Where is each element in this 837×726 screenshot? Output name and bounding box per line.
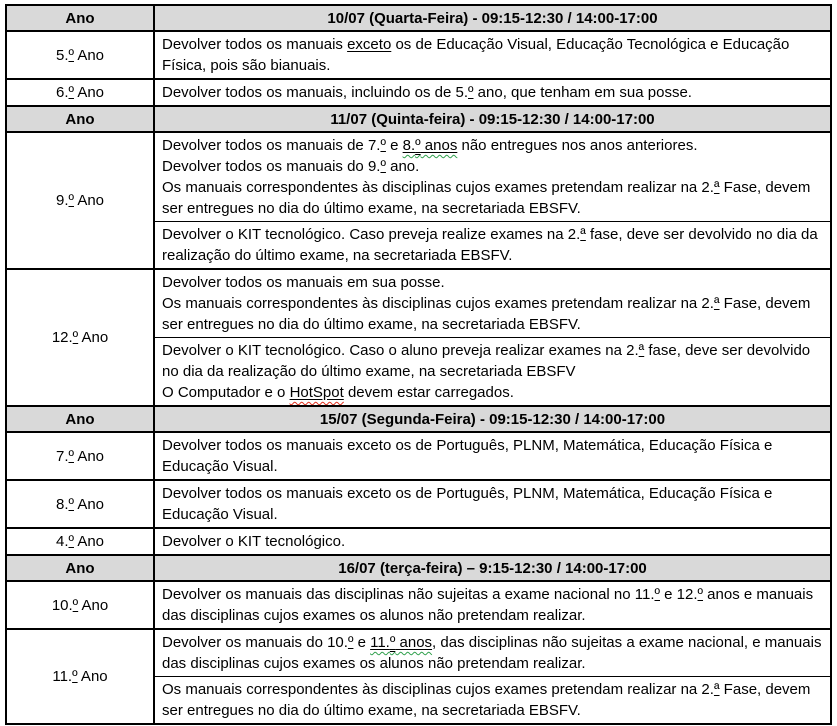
cell-paragraph <box>162 584 823 626</box>
spelling-flagged-text: HotSpot <box>289 384 344 401</box>
grammar-flagged-text: 11.º anos <box>370 634 433 651</box>
year-cell: 6.º Ano <box>6 79 154 106</box>
table-row <box>6 79 831 106</box>
cell-paragraph <box>162 34 823 76</box>
year-cell: 8.º Ano <box>6 480 154 528</box>
text-run: Os manuais correspondentes às disciplinas cujos exames pretendam realizar na 2.ª Fase, devem ser entregues no dia do último exame, na secretariada EBSFV. <box>162 681 811 719</box>
table-row <box>6 269 831 338</box>
text-run: Devolver todos os manuais, incluindo os de 5.º ano, que tenham em sua posse. <box>162 84 692 101</box>
table-row <box>6 581 831 629</box>
table-row <box>6 132 831 222</box>
table-row <box>6 480 831 528</box>
section-header-row <box>6 406 831 432</box>
description-cell <box>154 432 831 480</box>
text-run: Os manuais correspondentes às disciplinas cujos exames pretendam realizar na 2.ª Fase, devem ser entregues no dia do último exame, na secretariada EBSFV. <box>162 179 811 217</box>
cell-paragraph <box>162 435 823 477</box>
description-cell <box>154 528 831 555</box>
cell-paragraph <box>162 224 823 266</box>
cell-paragraph <box>162 177 823 219</box>
description-cell <box>154 269 831 338</box>
table-row <box>6 528 831 555</box>
year-cell: 5.º Ano <box>6 31 154 79</box>
text-run: Devolver o KIT tecnológico. Caso o aluno preveja realizar exames na 2.ª fase, deve ser devolvido no dia da realização do último exame, na secretariada EBSFV <box>162 342 811 380</box>
year-column-header: Ano <box>6 106 154 132</box>
cell-paragraph <box>162 340 823 382</box>
text-run: devem estar carregados. <box>343 384 514 401</box>
cell-paragraph <box>162 483 823 525</box>
cell-paragraph <box>162 293 823 335</box>
underlined-text: exceto <box>347 36 392 53</box>
grammar-flagged-text: 8.º anos <box>402 137 458 154</box>
date-header: 10/07 (Quarta-Feira) - 09:15-12:30 / 14:00-17:00 <box>154 5 831 31</box>
cell-paragraph <box>162 632 823 674</box>
year-cell: 12.º Ano <box>6 269 154 406</box>
date-header: 15/07 (Segunda-Feira) - 09:15-12:30 / 14:00-17:00 <box>154 406 831 432</box>
schedule-table-body <box>6 5 831 724</box>
schedule-table <box>5 4 832 725</box>
description-cell <box>154 629 831 677</box>
year-cell: 7.º Ano <box>6 432 154 480</box>
text-run: Devolver todos os manuais em sua posse. <box>162 274 445 291</box>
year-column-header: Ano <box>6 406 154 432</box>
description-cell <box>154 222 831 270</box>
date-header: 11/07 (Quinta-feira) - 09:15-12:30 / 14:00-17:00 <box>154 106 831 132</box>
text-run: Devolver todos os manuais <box>162 36 348 53</box>
text-run: Os manuais correspondentes às disciplinas cujos exames pretendam realizar na 2.ª Fase, devem ser entregues no dia do último exame, na secretariada EBSFV. <box>162 295 811 333</box>
text-run: não entregues nos anos anteriores. <box>457 137 698 154</box>
year-cell: 10.º Ano <box>6 581 154 629</box>
text-run: Devolver todos os manuais do 9.º ano. <box>162 158 420 175</box>
description-cell <box>154 31 831 79</box>
year-column-header: Ano <box>6 5 154 31</box>
section-header-row <box>6 106 831 132</box>
text-run: Devolver os manuais das disciplinas não sujeitas a exame nacional no 11.º e 12.º anos e manuais das disciplinas cujos exames os alunos não pretendam realizar. <box>162 586 814 624</box>
table-row <box>6 629 831 677</box>
section-header-row <box>6 555 831 581</box>
text-run: O Computador e o <box>162 384 290 401</box>
text-run: Devolver os manuais do 10.º e <box>162 634 371 651</box>
cell-paragraph <box>162 135 823 156</box>
cell-paragraph <box>162 272 823 293</box>
cell-paragraph <box>162 156 823 177</box>
text-run: Devolver todos os manuais de 7.º e <box>162 137 403 154</box>
section-header-row <box>6 5 831 31</box>
cell-paragraph <box>162 531 823 552</box>
cell-paragraph <box>162 82 823 103</box>
text-run: Devolver todos os manuais exceto os de Português, PLNM, Matemática, Educação Física e Educação Visual. <box>162 437 773 475</box>
text-run: os de Educação Visual, Educação Tecnológica e Educação Física, pois são bianuais. <box>162 36 790 74</box>
description-cell <box>154 79 831 106</box>
text-run: , das disciplinas não sujeitas a exame nacional, e manuais das disciplinas cujos exames os alunos não pretendam realizar. <box>162 634 822 672</box>
year-cell: 9.º Ano <box>6 132 154 269</box>
year-cell: 11.º Ano <box>6 629 154 724</box>
year-cell: 4.º Ano <box>6 528 154 555</box>
date-header: 16/07 (terça-feira) – 9:15-12:30 / 14:00-17:00 <box>154 555 831 581</box>
table-row <box>6 432 831 480</box>
description-cell <box>154 132 831 222</box>
description-cell <box>154 338 831 407</box>
text-run: Devolver o KIT tecnológico. <box>162 533 346 550</box>
cell-paragraph <box>162 382 823 403</box>
text-run: Devolver o KIT tecnológico. Caso preveja realize exames na 2.ª fase, deve ser devolvido no dia da realização do último exame, na secretariada EBSFV. <box>162 226 818 264</box>
description-cell <box>154 677 831 725</box>
text-run: Devolver todos os manuais exceto os de Português, PLNM, Matemática, Educação Física e Educação Visual. <box>162 485 773 523</box>
year-column-header: Ano <box>6 555 154 581</box>
document-page <box>5 4 832 725</box>
cell-paragraph <box>162 679 823 721</box>
table-row <box>6 31 831 79</box>
description-cell <box>154 581 831 629</box>
description-cell <box>154 480 831 528</box>
